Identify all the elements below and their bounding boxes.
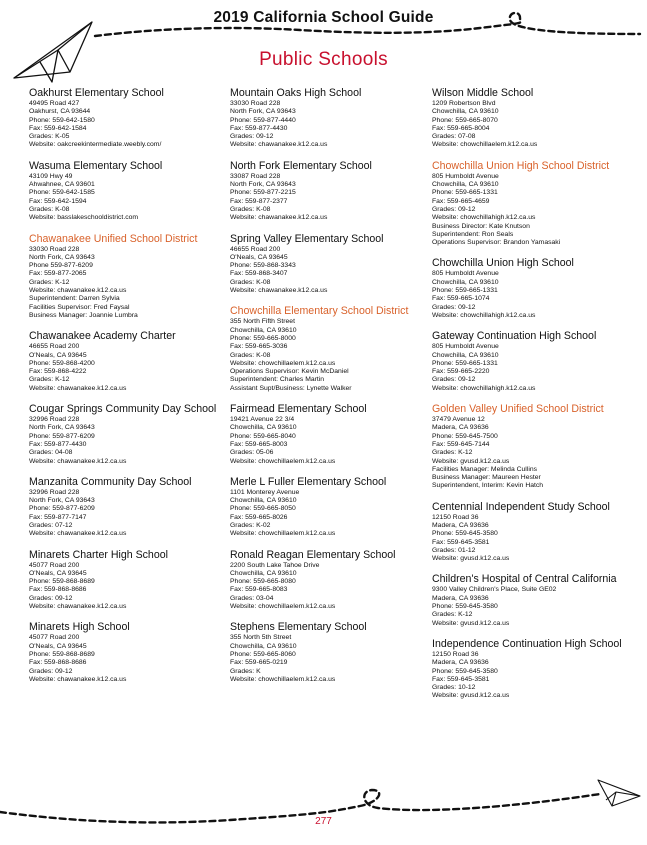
entry-detail-line: 49495 Road 427 [29, 100, 80, 107]
entry-detail-line: Phone: 559-642-1580 [29, 116, 95, 124]
district-name: Chowchilla Elementary School District [230, 305, 409, 318]
entry-detail-line: 33030 Road 228 [230, 100, 281, 107]
school-name: Minarets Charter High School [29, 548, 168, 561]
school-name: Manzanita Community Day School [29, 475, 192, 488]
entry-detail-line: Operations Supervisor: Kevin McDaniel [230, 368, 349, 376]
entry-detail-line: Website: chawanakee.k12.ca.us [230, 287, 328, 295]
entry-detail-line: Grades: 10-12 [432, 684, 476, 692]
entry-detail-line: 43109 Hwy 49 [29, 172, 73, 180]
entry-detail-line: Grades: K-12 [432, 449, 473, 457]
entry-detail-line: North Fork, CA 93643 [230, 108, 296, 116]
entry-detail-line: 45077 Road 200 [29, 561, 80, 569]
entry-detail-line: Grades: 09-12 [432, 303, 476, 311]
entry-detail-line: Website: gvusd.k12.ca.us [432, 457, 510, 465]
entry-detail-line: Fax: 559-877-4430 [29, 440, 87, 448]
entry-detail-line: Fax: 559-665-0219 [230, 659, 288, 667]
entry-detail-line: Operations Supervisor: Brandon Yamasaki [432, 239, 561, 247]
entry-detail-line: Phone: 559-665-8070 [432, 116, 498, 124]
entry-detail-line: Website: chowchillaelem.k12.ca.us [230, 675, 336, 683]
school-entry [29, 621, 219, 684]
district-entry [432, 160, 642, 248]
entry-detail-line: Fax: 559-877-7147 [29, 513, 87, 521]
school-name: Wasuma Elementary School [29, 159, 163, 172]
entry-detail-line: Chowchilla, CA 93610 [230, 424, 297, 432]
entry-detail-line: Superintendent, Interim: Kevin Hatch [432, 482, 544, 490]
entry-detail-line: O'Neals, CA 93645 [29, 642, 87, 650]
entry-detail-line: Phone: 559-877-4440 [230, 116, 296, 124]
entry-detail-line: Website: chawanakee.k12.ca.us [230, 141, 328, 149]
entry-detail-line: Website: chawanakee.k12.ca.us [29, 603, 127, 611]
entry-detail-line: Grades: K-12 [29, 376, 70, 384]
entry-detail-line: Grades: 07-12 [29, 521, 73, 529]
entry-detail-line: Grades: K-08 [230, 278, 271, 286]
entry-detail-line: 33030 Road 228 [29, 245, 80, 253]
entry-detail-line: Website: chowchillahigh.k12.ca.us [432, 311, 536, 319]
entry-detail-line: Phone: 559-645-3580 [432, 667, 498, 675]
entry-detail-line: O'Neals, CA 93645 [29, 569, 87, 577]
entry-detail-line: Phone: 559-665-8080 [230, 578, 296, 586]
entry-detail-line: 805 Humboldt Avenue [432, 172, 499, 180]
school-name: Spring Valley Elementary School [230, 232, 384, 245]
entry-detail-line: Madera, CA 93636 [432, 424, 489, 432]
entry-detail-line: Fax: 559-642-1594 [29, 197, 87, 205]
entry-detail-line: Grades: K-02 [230, 521, 271, 529]
school-name: Centennial Independent Study School [432, 500, 610, 513]
entry-detail-line: 1209 Robertson Blvd [432, 100, 496, 107]
entry-detail-line: North Fork, CA 93643 [29, 424, 95, 432]
entry-detail-line: Fax: 559-868-8686 [29, 659, 87, 667]
entry-detail-line: Website: chawanakee.k12.ca.us [29, 530, 127, 538]
school-entry [432, 330, 642, 393]
district-entry [29, 233, 219, 321]
entry-detail-line: Ahwahnee, CA 93601 [29, 181, 95, 189]
entry-detail-line: Phone: 559-665-8050 [230, 505, 296, 513]
page-number: 277 [315, 816, 332, 827]
school-entry [230, 621, 420, 684]
school-name: Chowchilla Union High School [432, 257, 574, 270]
district-entry [230, 305, 420, 393]
entry-detail-line: Website: chowchillaelem.k12.ca.us [230, 359, 336, 367]
entry-detail-line: Phone: 559-665-1331 [432, 287, 498, 295]
entry-detail-line: Grades: 01-12 [432, 546, 476, 554]
school-entry [29, 549, 219, 612]
entry-detail-line: Phone: 559-665-8060 [230, 650, 296, 658]
entry-detail-line: Phone: 559-665-1331 [432, 359, 498, 367]
entry-detail-line: Fax: 559-665-3036 [230, 343, 288, 351]
entry-detail-line: Grades: 09-12 [29, 667, 73, 675]
school-entry [432, 573, 642, 627]
entry-detail-line: Phone: 559-877-2215 [230, 189, 296, 197]
entry-detail-line: Grades: 09-12 [432, 376, 476, 384]
district-name: Golden Valley Unified School District [432, 403, 604, 416]
school-name: Gateway Continuation High School [432, 330, 597, 343]
entry-detail-line: Website: gvusd.k12.ca.us [432, 692, 510, 700]
entry-detail-line: 9300 Valley Children's Place, Suite GE02 [432, 586, 557, 594]
entry-detail-line: Superintendent: Darren Sylvia [29, 295, 120, 303]
directory-column-2 [230, 87, 420, 694]
school-name: Children's Hospital of Central California [432, 573, 617, 586]
guide-title: 2019 California School Guide [213, 9, 434, 26]
entry-detail-line: Phone: 559-877-6209 [29, 432, 95, 440]
entry-detail-line: 33087 Road 228 [230, 172, 281, 180]
entry-detail-line: Superintendent: Ron Seals [432, 230, 514, 238]
entry-detail-line: 805 Humboldt Avenue [432, 343, 499, 351]
entry-detail-line: Grades: K-05 [29, 133, 70, 141]
entry-detail-line: Phone: 559-868-8689 [29, 578, 95, 586]
entry-detail-line: Fax: 559-877-4430 [230, 124, 288, 132]
entry-detail-line: Website: chowchillahigh.k12.ca.us [432, 384, 536, 392]
entry-detail-line: 37479 Avenue 12 [432, 416, 485, 424]
entry-detail-line: Assistant Supt/Business: Lynette Walker [230, 384, 352, 392]
entry-detail-line: North Fork, CA 93643 [29, 497, 95, 505]
entry-detail-line: Grades: K [230, 667, 261, 675]
entry-detail-line: Madera, CA 93636 [432, 659, 489, 667]
entry-detail-line: Grades: 04-08 [29, 449, 73, 457]
school-entry [230, 549, 420, 612]
entry-detail-line: Phone: 559-868-3343 [230, 262, 296, 270]
entry-detail-line: 805 Humboldt Avenue [432, 270, 499, 278]
school-entry [432, 638, 642, 701]
entry-detail-line: Fax: 559-665-1074 [432, 295, 490, 303]
directory-column-1 [29, 87, 219, 694]
entry-detail-line: Fax: 559-877-2065 [29, 270, 87, 278]
entry-detail-line: Website: chawanakee.k12.ca.us [29, 384, 127, 392]
entry-detail-line: Fax: 559-665-8026 [230, 513, 288, 521]
entry-detail-line: Grades: 07-08 [432, 133, 476, 141]
entry-detail-line: Madera, CA 93636 [432, 521, 489, 529]
entry-detail-line: 12150 Road 36 [432, 513, 479, 521]
entry-detail-line: Oakhurst, CA 93644 [29, 108, 91, 116]
school-entry [432, 87, 642, 150]
entry-detail-line: Grades: K-12 [29, 278, 70, 286]
school-name: Fairmead Elementary School [230, 403, 367, 416]
section-title: Public Schools [259, 49, 388, 70]
entry-detail-line: Fax: 559-645-3581 [432, 675, 490, 683]
school-entry [29, 476, 219, 539]
school-name: Wilson Middle School [432, 87, 534, 99]
school-name: Stephens Elementary School [230, 621, 367, 634]
entry-detail-line: Grades: K-08 [29, 205, 70, 213]
school-entry [29, 330, 219, 393]
entry-detail-line: Website: oakcreekintermediate.weebly.com/ [29, 141, 162, 149]
paper-plane-icon [598, 780, 640, 806]
entry-detail-line: Grades: 09-12 [432, 205, 476, 213]
entry-detail-line: Fax: 559-645-3581 [432, 538, 490, 546]
entry-detail-line: Grades: 09-12 [230, 133, 274, 141]
school-entry [230, 403, 420, 466]
entry-detail-line: Phone: 559-665-1331 [432, 189, 498, 197]
entry-detail-line: Madera, CA 93636 [432, 594, 489, 602]
school-name: Mountain Oaks High School [230, 87, 362, 99]
entry-detail-line: Grades: 03-04 [230, 594, 274, 602]
entry-detail-line: Grades: 09-12 [29, 594, 73, 602]
entry-detail-line: Grades: K-08 [230, 205, 271, 213]
entry-detail-line: Website: chowchillaelem.k12.ca.us [230, 457, 336, 465]
entry-detail-line: O'Neals, CA 93645 [29, 351, 87, 359]
entry-detail-line: Fax: 559-645-7144 [432, 440, 490, 448]
entry-detail-line: Grades: K-08 [230, 351, 271, 359]
entry-detail-line: Website: chawanakee.k12.ca.us [230, 214, 328, 222]
entry-detail-line: Phone: 559-665-8040 [230, 432, 296, 440]
entry-detail-line: Phone 559-877-6209 [29, 262, 93, 270]
entry-detail-line: 355 North Fifth Street [230, 318, 295, 326]
entry-detail-line: Fax: 559-665-8003 [230, 440, 288, 448]
entry-detail-line: Chowchilla, CA 93610 [230, 497, 297, 505]
entry-detail-line: Facilities Manager: Melinda Cullins [432, 465, 538, 473]
entry-detail-line: Phone: 559-665-8000 [230, 334, 296, 342]
school-name: Oakhurst Elementary School [29, 87, 164, 99]
entry-detail-line: Business Director: Kate Knutson [432, 222, 530, 230]
entry-detail-line: Phone: 559-645-7500 [432, 432, 498, 440]
school-entry [230, 87, 420, 150]
entry-detail-line: Superintendent: Charles Martin [230, 376, 325, 384]
entry-detail-line: 2200 South Lake Tahoe Drive [230, 561, 320, 569]
entry-detail-line: 12150 Road 36 [432, 650, 479, 658]
school-name: Cougar Springs Community Day School [29, 403, 217, 416]
school-entry [29, 160, 219, 223]
entry-detail-line: 45077 Road 200 [29, 634, 80, 642]
entry-detail-line: Fax: 559-665-8004 [432, 124, 490, 132]
school-name: Ronald Reagan Elementary School [230, 548, 396, 561]
entry-detail-line: Business Manager: Joannie Lumbra [29, 311, 138, 319]
district-name: Chawanakee Unified School District [29, 232, 198, 245]
school-name: Minarets High School [29, 621, 130, 634]
entry-detail-line: North Fork, CA 93643 [29, 253, 95, 261]
entry-detail-line: Website: chawanakee.k12.ca.us [29, 675, 127, 683]
entry-detail-line: Fax: 559-642-1584 [29, 124, 87, 132]
district-entry [432, 403, 642, 491]
entry-detail-line: Phone: 559-868-4200 [29, 359, 95, 367]
entry-detail-line: Chowchilla, CA 93610 [432, 278, 499, 286]
entry-detail-line: 19421 Avenue 22 3/4 [230, 416, 295, 424]
entry-detail-line: Facilities Supervisor: Fred Faysal [29, 303, 130, 311]
directory-column-3 [432, 87, 642, 711]
entry-detail-line: Fax: 559-877-2377 [230, 197, 288, 205]
entry-detail-line: Website: gvusd.k12.ca.us [432, 555, 510, 563]
entry-detail-line: Grades: K-12 [432, 611, 473, 619]
entry-detail-line: Website: basslakeschooldistrict.com [29, 214, 139, 222]
entry-detail-line: Phone: 559-877-6209 [29, 505, 95, 513]
entry-detail-line: 1101 Monterey Avenue [230, 488, 300, 496]
school-entry [29, 403, 219, 466]
school-name: North Fork Elementary School [230, 159, 372, 172]
entry-detail-line: Fax: 559-665-8083 [230, 586, 288, 594]
entry-detail-line: 355 North 5th Street [230, 634, 292, 642]
school-entry [29, 87, 219, 150]
entry-detail-line: 46655 Road 200 [29, 343, 80, 351]
entry-detail-line: Website: chawanakee.k12.ca.us [29, 287, 127, 295]
entry-detail-line: Website: chowchillaelem.k12.ca.us [432, 141, 538, 149]
district-name: Chowchilla Union High School District [432, 159, 610, 172]
entry-detail-line: Business Manager: Maureen Hester [432, 474, 541, 482]
entry-detail-line: Phone: 559-645-3580 [432, 530, 498, 538]
entry-detail-line: Website: chowchillaelem.k12.ca.us [230, 603, 336, 611]
entry-detail-line: Chowchilla, CA 93610 [230, 326, 297, 334]
entry-detail-line: Fax: 559-868-4222 [29, 368, 87, 376]
entry-detail-line: Fax: 559-665-2220 [432, 368, 490, 376]
school-entry [432, 501, 642, 564]
entry-detail-line: 32996 Road 228 [29, 488, 80, 496]
entry-detail-line: Website: chowchillaelem.k12.ca.us [230, 530, 336, 538]
entry-detail-line: 46655 Road 200 [230, 245, 281, 253]
school-name: Merle L Fuller Elementary School [230, 475, 387, 488]
school-entry [230, 476, 420, 539]
entry-detail-line: Grades: 05-06 [230, 449, 274, 457]
school-name: Independence Continuation High School [432, 637, 622, 650]
entry-detail-line: Chowchilla, CA 93610 [230, 642, 297, 650]
entry-detail-line: Website: chawanakee.k12.ca.us [29, 457, 127, 465]
entry-detail-line: Phone: 559-642-1585 [29, 189, 95, 197]
entry-detail-line: Chowchilla, CA 93610 [432, 351, 499, 359]
entry-detail-line: Fax: 559-868-8686 [29, 586, 87, 594]
school-entry [230, 233, 420, 296]
school-name: Chawanakee Academy Charter [29, 330, 176, 343]
school-entry [230, 160, 420, 223]
entry-detail-line: Fax: 559-665-4659 [432, 197, 490, 205]
entry-detail-line: Chowchilla, CA 93610 [230, 569, 297, 577]
school-entry [432, 257, 642, 320]
entry-detail-line: Chowchilla, CA 93610 [432, 181, 499, 189]
entry-detail-line: Fax: 559-868-3407 [230, 270, 288, 278]
entry-detail-line: Chowchilla, CA 93610 [432, 108, 499, 116]
entry-detail-line: Phone: 559-645-3580 [432, 603, 498, 611]
entry-detail-line: Website: gvusd.k12.ca.us [432, 619, 510, 627]
entry-detail-line: North Fork, CA 93643 [230, 181, 296, 189]
entry-detail-line: Phone: 559-868-8689 [29, 650, 95, 658]
entry-detail-line: O'Neals, CA 93645 [230, 253, 288, 261]
entry-detail-line: 32996 Road 228 [29, 416, 80, 424]
entry-detail-line: Website: chowchillahigh.k12.ca.us [432, 214, 536, 222]
